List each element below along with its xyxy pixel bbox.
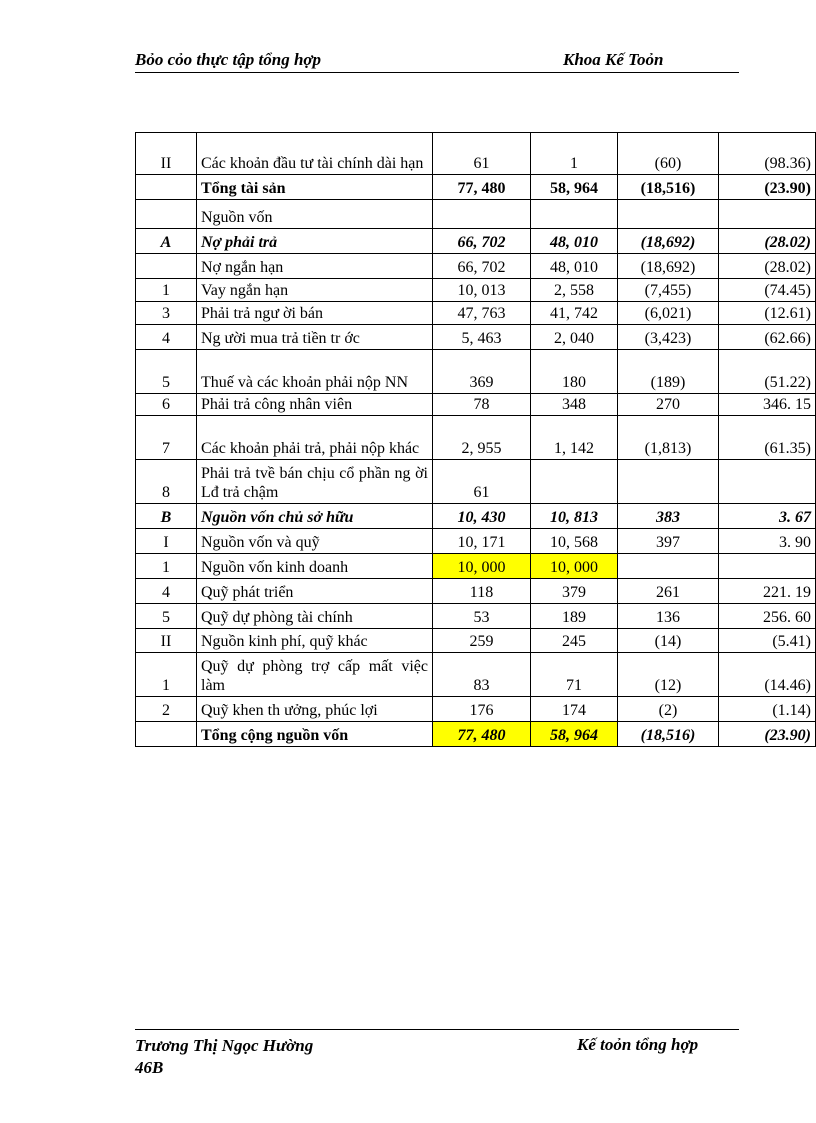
value-year2: 10, 813 [531,504,618,529]
value-year1: 369 [433,350,531,394]
table-row [136,460,816,504]
footer-class: 46B [135,1058,164,1077]
row-label: Quỹ khen th ưởng, phúc lợi [197,697,433,722]
value-year1: 176 [433,697,531,722]
value-year2: 71 [531,653,618,697]
value-year1: 53 [433,604,531,629]
value-difference: 397 [618,529,719,554]
value-difference [618,554,719,579]
value-percent: (51.22) [719,350,816,394]
footer-subject: Kế toỏn tổng hợp [577,1035,699,1054]
row-label: Phải trả tvề bán chịu cổ phần ng ời Lđ trả chậm [197,460,433,504]
table-row [136,133,816,175]
value-percent: (23.90) [719,175,816,200]
value-percent: 3. 90 [719,529,816,554]
row-index: II [136,133,197,175]
row-label: Nợ ngắn hạn [197,254,433,279]
value-percent: (28.02) [719,229,816,254]
table-row [136,325,816,350]
value-year1: 10, 000 [433,554,531,579]
value-percent: (61.35) [719,416,816,460]
row-index: 3 [136,302,197,325]
value-year1: 77, 480 [433,175,531,200]
table-row [136,504,816,529]
table-row [136,394,816,416]
row-label: Ng ười mua trả tiền tr ớc [197,325,433,350]
value-difference: (2) [618,697,719,722]
row-index: 4 [136,579,197,604]
row-index: 7 [136,416,197,460]
table-row [136,604,816,629]
row-index: 4 [136,325,197,350]
value-year1: 61 [433,133,531,175]
table-row [136,579,816,604]
table-row [136,697,816,722]
value-difference: (18,692) [618,254,719,279]
row-label: Tổng cộng nguồn vốn [197,722,433,747]
value-year2: 48, 010 [531,254,618,279]
value-difference: (18,516) [618,175,719,200]
value-year2: 2, 558 [531,279,618,302]
value-year1: 77, 480 [433,722,531,747]
value-year1: 61 [433,460,531,504]
value-difference [618,200,719,229]
value-percent: (98.36) [719,133,816,175]
value-year2: 174 [531,697,618,722]
value-year1: 47, 763 [433,302,531,325]
table-row [136,629,816,653]
value-year1: 10, 171 [433,529,531,554]
table-row [136,722,816,747]
value-percent: (23.90) [719,722,816,747]
value-year2: 41, 742 [531,302,618,325]
row-index [136,175,197,200]
row-index: B [136,504,197,529]
value-difference: (18,692) [618,229,719,254]
value-percent [719,200,816,229]
row-label: Các khoản đầu tư tài chính dài hạn [197,133,433,175]
value-year1: 78 [433,394,531,416]
value-percent [719,554,816,579]
value-difference: (189) [618,350,719,394]
value-year1: 10, 430 [433,504,531,529]
row-label: Nguồn vốn [197,200,433,229]
value-difference: 270 [618,394,719,416]
value-difference: 136 [618,604,719,629]
table-row [136,302,816,325]
table-row [136,200,816,229]
value-percent: (5.41) [719,629,816,653]
value-year1 [433,200,531,229]
value-year1: 259 [433,629,531,653]
row-label: Tổng tài sản [197,175,433,200]
table-row [136,350,816,394]
row-label: Quỹ dự phòng tài chính [197,604,433,629]
row-index [136,254,197,279]
value-year2 [531,200,618,229]
value-year2: 2, 040 [531,325,618,350]
value-year2: 10, 568 [531,529,618,554]
value-year2: 348 [531,394,618,416]
row-index: 5 [136,604,197,629]
row-label: Nợ phải trả [197,229,433,254]
row-label: Nguồn vốn chủ sở hữu [197,504,433,529]
footer-author-name: Trương Thị Ngọc Hường [135,1036,314,1055]
value-year2: 1 [531,133,618,175]
value-percent: 256. 60 [719,604,816,629]
value-difference: (3,423) [618,325,719,350]
value-year2: 189 [531,604,618,629]
footer-author-block [135,1035,313,1079]
value-percent: 3. 67 [719,504,816,529]
table-row [136,175,816,200]
value-percent: (12.61) [719,302,816,325]
table-row [136,254,816,279]
value-year2: 58, 964 [531,722,618,747]
page-footer [135,1029,739,1077]
row-index: 1 [136,653,197,697]
value-difference: 261 [618,579,719,604]
row-index [136,722,197,747]
table-row [136,529,816,554]
value-difference: (18,516) [618,722,719,747]
value-percent: (74.45) [719,279,816,302]
row-index: II [136,629,197,653]
value-year2: 379 [531,579,618,604]
value-percent: 346. 15 [719,394,816,416]
value-percent [719,460,816,504]
value-difference: (6,021) [618,302,719,325]
table-row [136,653,816,697]
row-label: Phải trả ngư ời bán [197,302,433,325]
value-difference [618,460,719,504]
row-label: Thuế và các khoản phải nộp NN [197,350,433,394]
table-row [136,416,816,460]
row-label: Nguồn kinh phí, quỹ khác [197,629,433,653]
row-label: Vay ngắn hạn [197,279,433,302]
value-year1: 66, 702 [433,254,531,279]
value-difference: (7,455) [618,279,719,302]
value-year2: 10, 000 [531,554,618,579]
value-difference: (14) [618,629,719,653]
row-label: Phải trả công nhân viên [197,394,433,416]
table-row [136,554,816,579]
row-index: 6 [136,394,197,416]
value-percent: (28.02) [719,254,816,279]
value-difference: (12) [618,653,719,697]
value-percent: (14.46) [719,653,816,697]
row-label: Quỹ dự phòng trợ cấp mất việc làm [197,653,433,697]
row-index: I [136,529,197,554]
row-index: 2 [136,697,197,722]
value-percent: (1.14) [719,697,816,722]
value-percent: (62.66) [719,325,816,350]
value-year2: 48, 010 [531,229,618,254]
value-year2: 58, 964 [531,175,618,200]
page-header [135,48,739,73]
balance-sheet-table [135,132,816,747]
row-index: 8 [136,460,197,504]
row-index: 5 [136,350,197,394]
value-year2: 180 [531,350,618,394]
value-year1: 2, 955 [433,416,531,460]
row-label: Nguồn vốn kinh doanh [197,554,433,579]
row-index: A [136,229,197,254]
value-year1: 118 [433,579,531,604]
value-difference: (60) [618,133,719,175]
value-percent: 221. 19 [719,579,816,604]
value-difference: 383 [618,504,719,529]
value-year2: 245 [531,629,618,653]
value-year1: 5, 463 [433,325,531,350]
value-year2 [531,460,618,504]
table-row [136,279,816,302]
value-year1: 10, 013 [433,279,531,302]
row-label: Các khoản phải trả, phải nộp khác [197,416,433,460]
value-year1: 83 [433,653,531,697]
value-year2: 1, 142 [531,416,618,460]
header-report-title: Bỏo cỏo thực tập tổng hợp [135,50,322,69]
header-department: Khoa Kế Toỏn [563,50,664,69]
value-year1: 66, 702 [433,229,531,254]
row-index: 1 [136,554,197,579]
row-label: Quỹ phát triển [197,579,433,604]
value-difference: (1,813) [618,416,719,460]
table-row [136,229,816,254]
row-label: Nguồn vốn và quỹ [197,529,433,554]
row-index: 1 [136,279,197,302]
row-index [136,200,197,229]
